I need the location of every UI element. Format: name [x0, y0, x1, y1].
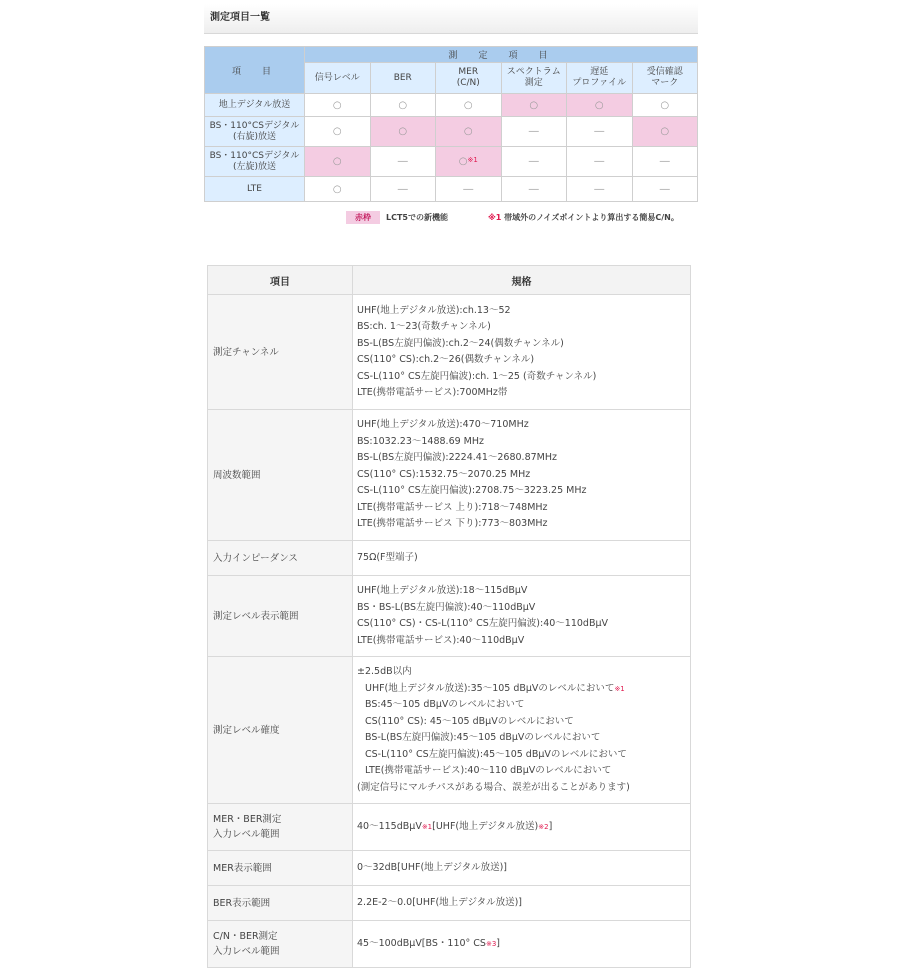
footnote-text: 帯域外のノイズポイントより算出する簡易C/N。 [504, 213, 679, 222]
measure-cell [370, 177, 436, 202]
measure-row-header [205, 177, 305, 202]
spec-value-line [357, 450, 686, 467]
column-header-line: 測定 [524, 78, 543, 88]
support-mark: ○ [463, 99, 473, 111]
spec-value-line [357, 417, 686, 434]
spec-text: UHF(地上デジタル放送):35～105 dBμVのレベルにおいて [365, 682, 615, 694]
support-mark: ― [397, 183, 408, 195]
measure-row [205, 177, 698, 202]
spec-label [208, 541, 353, 576]
support-mark: ― [397, 156, 408, 167]
spec-label-line: BER表示範囲 [213, 897, 271, 909]
spec-label-line: MER・BER測定 [213, 814, 282, 825]
support-mark: ○ [660, 126, 670, 137]
measure-cell [501, 94, 567, 117]
spec-value-line [357, 319, 686, 336]
measure-cell [501, 147, 567, 177]
spec-label-line: 入力レベル範囲 [213, 946, 280, 957]
spec-row [208, 576, 691, 657]
column-header-line: プロファイル [572, 78, 627, 88]
row-header-line: (左旋)放送 [232, 161, 277, 172]
measure-column-header [632, 63, 698, 94]
measure-cell [370, 117, 436, 147]
column-header-line: 遅延 [590, 67, 609, 77]
row-header-line: LTE [247, 183, 262, 194]
spec-value [353, 295, 691, 410]
measure-cell [501, 177, 567, 202]
support-mark: ○ [529, 99, 539, 111]
new-feature-text: LCT5での新機能 [386, 213, 448, 222]
spec-value-line [357, 516, 686, 533]
spec-text: CS(110° CS):ch.2～26(偶数チャンネル) [357, 354, 535, 365]
spec-text: LTE(携帯電話サービス 上り):718～748MHz [357, 501, 548, 513]
measure-column-header [501, 63, 567, 94]
corner-header: 項 目 [205, 47, 305, 94]
measure-cell [305, 147, 371, 177]
measure-column-header [436, 63, 502, 94]
measure-cell [567, 94, 633, 117]
spec-label-line: 測定レベル確度 [213, 724, 280, 736]
spec-text: BS-L(BS左旋円偏波):45～105 dBμVのレベルにおいて [365, 732, 601, 743]
column-header-line: スペクトラム [506, 67, 561, 77]
group-header: 測 定 項 目 [305, 47, 698, 63]
support-mark: ○ [398, 99, 408, 111]
measure-cell [632, 94, 698, 117]
measure-row-header [205, 117, 305, 147]
footnote-ref: ※1 [467, 156, 478, 164]
spec-value-line [357, 500, 686, 517]
measure-row-header [205, 94, 305, 117]
spec-text: BS:1032.23～1488.69 MHz [357, 435, 484, 447]
spec-text: CS-L(110° CS左旋円偏波):ch. 1～25 (奇数チャンネル) [357, 370, 597, 382]
spec-text: CS(110° CS)・CS-L(110° CS左旋円偏波):40～110dBμV [357, 618, 609, 629]
new-feature-swatch: 赤枠 [346, 211, 380, 224]
spec-value-line [357, 780, 686, 797]
spec-text: (測定信号にマルチパスがある場合、誤差が出ることがあります) [357, 781, 630, 793]
spec-value [353, 657, 691, 804]
support-mark: ○ [332, 183, 342, 195]
spec-text: ] [496, 937, 501, 949]
measure-column-header [370, 63, 436, 94]
spec-value-line [357, 819, 686, 836]
support-mark: ○ [398, 126, 408, 137]
support-mark: ― [659, 183, 670, 195]
spec-col-spec: 規格 [353, 266, 691, 295]
spec-row [208, 804, 691, 851]
spec-row [208, 541, 691, 576]
spec-text: CS-L(110° CS左旋円偏波):2708.75～3223.25 MHz [357, 485, 587, 497]
spec-text: UHF(地上デジタル放送):18～115dBμV [357, 585, 528, 596]
measurement-items-table [204, 46, 698, 202]
spec-row [208, 657, 691, 804]
measure-cell [436, 147, 502, 177]
spec-text: 40～115dBμV [357, 820, 422, 832]
column-header-line: 受信確認 [646, 67, 683, 77]
spec-label-line: 周波数範囲 [213, 469, 261, 481]
spec-value [353, 410, 691, 541]
spec-label [208, 295, 353, 410]
spec-value-line [357, 697, 686, 714]
spec-note-ref: ※2 [538, 822, 549, 831]
support-mark: ○ [458, 156, 468, 167]
spec-text: LTE(携帯電話サービス):40～110 dBμVのレベルにおいて [365, 765, 612, 776]
spec-table [207, 265, 691, 968]
spec-note-ref: ※1 [421, 822, 433, 831]
spec-value-line [357, 936, 686, 953]
spec-label-line: C/N・BER測定 [213, 931, 278, 942]
footnote [488, 211, 679, 224]
spec-value-line [357, 730, 686, 747]
footnote-mark: ※1 [488, 213, 502, 222]
support-mark: ― [528, 156, 539, 167]
support-mark: ― [659, 156, 670, 167]
spec-text: ] [548, 820, 553, 832]
spec-row [208, 410, 691, 541]
spec-value-line [357, 664, 686, 681]
measure-column-header [305, 63, 371, 94]
spec-row [208, 921, 691, 968]
spec-value [353, 886, 691, 921]
measure-cell [632, 147, 698, 177]
spec-value-line [357, 681, 686, 698]
spec-text: 45～100dBμV[BS・110° CS [357, 937, 486, 949]
spec-value-line [357, 483, 686, 500]
column-header-line: MER [458, 67, 479, 77]
support-mark: ○ [332, 126, 342, 137]
spec-value-line [357, 763, 686, 780]
spec-text: CS-L(110° CS左旋円偏波):45～105 dBμVのレベルにおいて [365, 748, 627, 760]
spec-text: LTE(携帯電話サービス 下り):773～803MHz [357, 518, 548, 530]
support-mark: ― [594, 126, 605, 137]
spec-value-line [357, 467, 686, 484]
spec-value-line [357, 352, 686, 369]
spec-label [208, 886, 353, 921]
support-mark: ○ [463, 126, 473, 137]
support-mark: ― [528, 183, 539, 195]
spec-value-line [357, 385, 686, 402]
measure-column-header [567, 63, 633, 94]
column-header-line: 信号レベル [314, 72, 360, 83]
spec-value-line [357, 616, 686, 633]
column-header-line: BER [393, 72, 412, 83]
measure-cell [501, 117, 567, 147]
spec-value-line [357, 369, 686, 386]
legend [204, 211, 698, 225]
measure-cell [305, 94, 371, 117]
measure-row [205, 147, 698, 177]
spec-label [208, 657, 353, 804]
column-header-line: マーク [651, 78, 679, 88]
spec-text: LTE(携帯電話サービス):700MHz帯 [357, 387, 508, 398]
spec-label [208, 804, 353, 851]
spec-text: BS・BS-L(BS左旋円偏波):40～110dBμV [357, 601, 536, 613]
spec-value-line [357, 303, 686, 320]
measure-cell [436, 117, 502, 147]
spec-value [353, 921, 691, 968]
spec-text: UHF(地上デジタル放送):470～710MHz [357, 419, 529, 431]
spec-value-line [357, 583, 686, 600]
spec-text: BS-L(BS左旋円偏波):ch.2～24(偶数チャンネル) [357, 337, 564, 349]
spec-value [353, 576, 691, 657]
row-header-line: 地上デジタル放送 [218, 99, 291, 110]
support-mark: ― [594, 183, 605, 195]
spec-text: 75Ω(F型端子) [357, 551, 418, 563]
measure-cell [567, 117, 633, 147]
spec-text: CS(110° CS):1532.75～2070.25 MHz [357, 468, 531, 480]
spec-value [353, 541, 691, 576]
support-mark: ○ [594, 99, 604, 111]
spec-value [353, 851, 691, 886]
spec-text: [UHF(地上デジタル放送) [432, 820, 539, 832]
spec-text: UHF(地上デジタル放送):ch.13～52 [357, 304, 511, 316]
measure-cell [305, 177, 371, 202]
spec-value-line [357, 747, 686, 764]
spec-text: ±2.5dB以内 [357, 666, 412, 677]
spec-note-ref: ※3 [485, 939, 497, 948]
spec-label-line: 測定チャンネル [213, 346, 279, 358]
row-header-line: BS・110°CSデジタル [209, 150, 300, 161]
measure-cell [370, 147, 436, 177]
spec-label [208, 921, 353, 968]
support-mark: ○ [332, 99, 342, 111]
spec-value-line [357, 600, 686, 617]
section-title: 測定項目一覧 [204, 4, 698, 34]
measure-cell [305, 117, 371, 147]
spec-label [208, 576, 353, 657]
support-mark: ― [528, 126, 539, 137]
spec-value-line [357, 550, 686, 567]
measure-cell [567, 147, 633, 177]
spec-value-line [357, 860, 686, 877]
spec-value-line [357, 336, 686, 353]
spec-value-line [357, 714, 686, 731]
spec-row [208, 295, 691, 410]
spec-label-line: 入力インピーダンス [213, 552, 298, 564]
support-mark: ○ [660, 99, 670, 111]
spec-note-ref: ※1 [614, 684, 625, 693]
measure-cell [436, 94, 502, 117]
spec-value-line [357, 633, 686, 650]
support-mark: ○ [332, 156, 342, 167]
spec-text: 0～32dB[UHF(地上デジタル放送)] [357, 861, 507, 873]
spec-label-line: MER表示範囲 [213, 862, 272, 874]
measure-cell [370, 94, 436, 117]
row-header-line: BS・110°CSデジタル [209, 120, 300, 131]
spec-text: CS(110° CS): 45～105 dBμVのレベルにおいて [365, 715, 574, 727]
spec-label [208, 851, 353, 886]
spec-row [208, 886, 691, 921]
spec-value-line [357, 434, 686, 451]
measure-cell [632, 117, 698, 147]
spec-text: BS:ch. 1～23(奇数チャンネル) [357, 321, 491, 332]
measure-cell [632, 177, 698, 202]
support-mark: ― [594, 156, 605, 167]
spec-text: LTE(携帯電話サービス):40～110dBμV [357, 634, 525, 646]
spec-label-line: 入力レベル範囲 [213, 829, 280, 840]
spec-text: BS:45～105 dBμVのレベルにおいて [365, 699, 525, 710]
measure-row [205, 94, 698, 117]
spec-value-line [357, 895, 686, 912]
measure-row [205, 117, 698, 147]
spec-text: BS-L(BS左旋円偏波):2224.41～2680.87MHz [357, 452, 557, 464]
spec-text: 2.2E-2～0.0[UHF(地上デジタル放送)] [357, 896, 523, 908]
measure-cell [567, 177, 633, 202]
measure-cell [436, 177, 502, 202]
spec-row [208, 851, 691, 886]
spec-col-item: 項目 [208, 266, 353, 295]
support-mark: ― [463, 183, 474, 195]
measure-row-header [205, 147, 305, 177]
spec-label [208, 410, 353, 541]
spec-label-line: 測定レベル表示範囲 [213, 610, 299, 622]
spec-value [353, 804, 691, 851]
column-header-line: (C/N) [456, 78, 480, 88]
row-header-line: (右旋)放送 [232, 131, 277, 142]
